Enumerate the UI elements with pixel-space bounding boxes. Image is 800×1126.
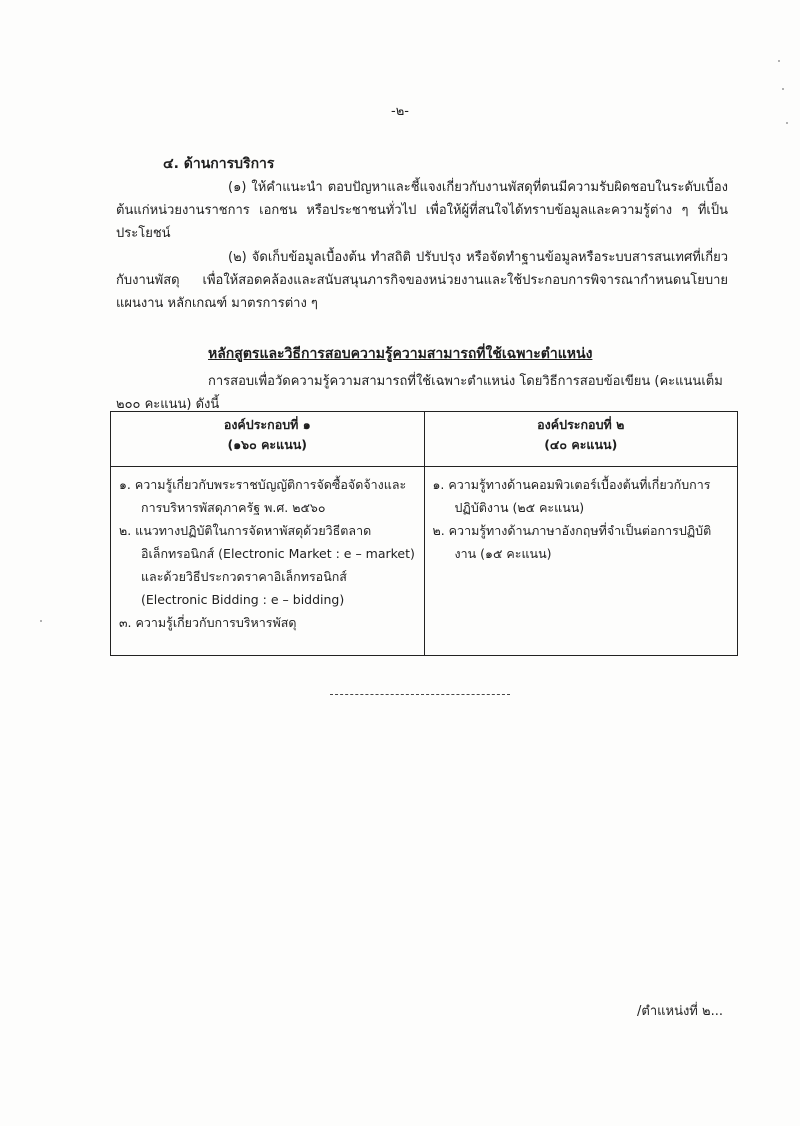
continuation-note: /ตำแหน่งที่ ๒... — [637, 1004, 723, 1019]
exam-intro — [116, 370, 728, 416]
paragraph-1-text: (๑) ให้คำแนะนำ ตอบปัญหาและชี้แจงเกี่ยวกับงานพัสดุที่ตนมีความรับผิดชอบในระดับเบื้องต้นแก่หน่วยงานราชการ เอกชน หรือประชาชนทั่วไป เพื่อให้ผู้ที่สนใจได้ทราบข้อมูลและความรู้ต่าง ๆ ที่เป็นประโยชน์ — [116, 180, 728, 241]
scan-speck — [40, 620, 42, 622]
table-body-row — [111, 467, 738, 656]
exam-components-table — [110, 411, 738, 656]
scan-speck — [778, 60, 780, 62]
scan-speck — [782, 88, 784, 90]
paragraph-2-text: (๒) จัดเก็บข้อมูลเบื้องต้น ทำสถิติ ปรับปรุง หรือจัดทำฐานข้อมูลหรือระบบสารสนเทศที่เกี่ยวกับงานพัสดุ เพื่อให้สอดคล้องและสนับสนุนภารกิจของหน่วยงานและใช้ประกอบการพิจารณากำหนดนโยบาย แผนงาน หลักเกณฑ์ มาตรการต่าง ๆ — [116, 250, 728, 311]
list-item: ๓. ความรู้เกี่ยวกับการบริหารพัสดุ — [119, 615, 297, 630]
col1-body-cell — [111, 467, 425, 656]
paragraph-1 — [116, 176, 728, 245]
section-heading: ๔. ด้านการบริการ — [163, 156, 275, 172]
list-item: ๒. แนวทางปฏิบัติในการจัดหาพัสดุด้วยวิธีตลาดอิเล็กทรอนิกส์ (Electronic Market : e – market) และด้วยวิธีประกวดราคาอิเล็กทรอนิกส์ (Electronic Bidding : e – bidding) — [119, 523, 415, 607]
col1-header: องค์ประกอบที่ ๑ — [223, 417, 311, 432]
exam-title: หลักสูตรและวิธีการสอบความรู้ความสามารถที่ใช้เฉพาะตำแหน่ง — [208, 346, 593, 362]
col2-points: (๔๐ คะแนน) — [544, 437, 618, 452]
list-item: ๑. ความรู้ทางด้านคอมพิวเตอร์เบื้องต้นที่เกี่ยวกับการปฏิบัติงาน (๒๕ คะแนน) — [432, 477, 711, 515]
col2-body-cell — [424, 467, 738, 656]
scan-speck — [786, 122, 788, 124]
col1-points: (๑๖๐ คะแนน) — [227, 437, 307, 452]
page-number: -๒- — [391, 104, 409, 119]
list-item: ๒. ความรู้ทางด้านภาษาอังกฤษที่จำเป็นต่อการปฏิบัติงาน (๑๕ คะแนน) — [432, 523, 712, 561]
col1-header-cell — [111, 412, 425, 467]
exam-intro-text: การสอบเพื่อวัดความรู้ความสามารถที่ใช้เฉพาะตำแหน่ง โดยวิธีการสอบข้อเขียน (คะแนนเต็ม ๒๐๐ คะแนน) ดังนี้ — [116, 374, 723, 412]
list-item: ๑. ความรู้เกี่ยวกับพระราชบัญญัติการจัดซื้อจัดจ้างและการบริหารพัสดุภาครัฐ พ.ศ. ๒๕๖๐ — [119, 477, 407, 515]
table-header-row — [111, 412, 738, 467]
col2-header-cell — [424, 412, 738, 467]
dashed-divider — [330, 694, 510, 695]
paragraph-2 — [116, 246, 728, 315]
col2-header: องค์ประกอบที่ ๒ — [537, 417, 625, 432]
